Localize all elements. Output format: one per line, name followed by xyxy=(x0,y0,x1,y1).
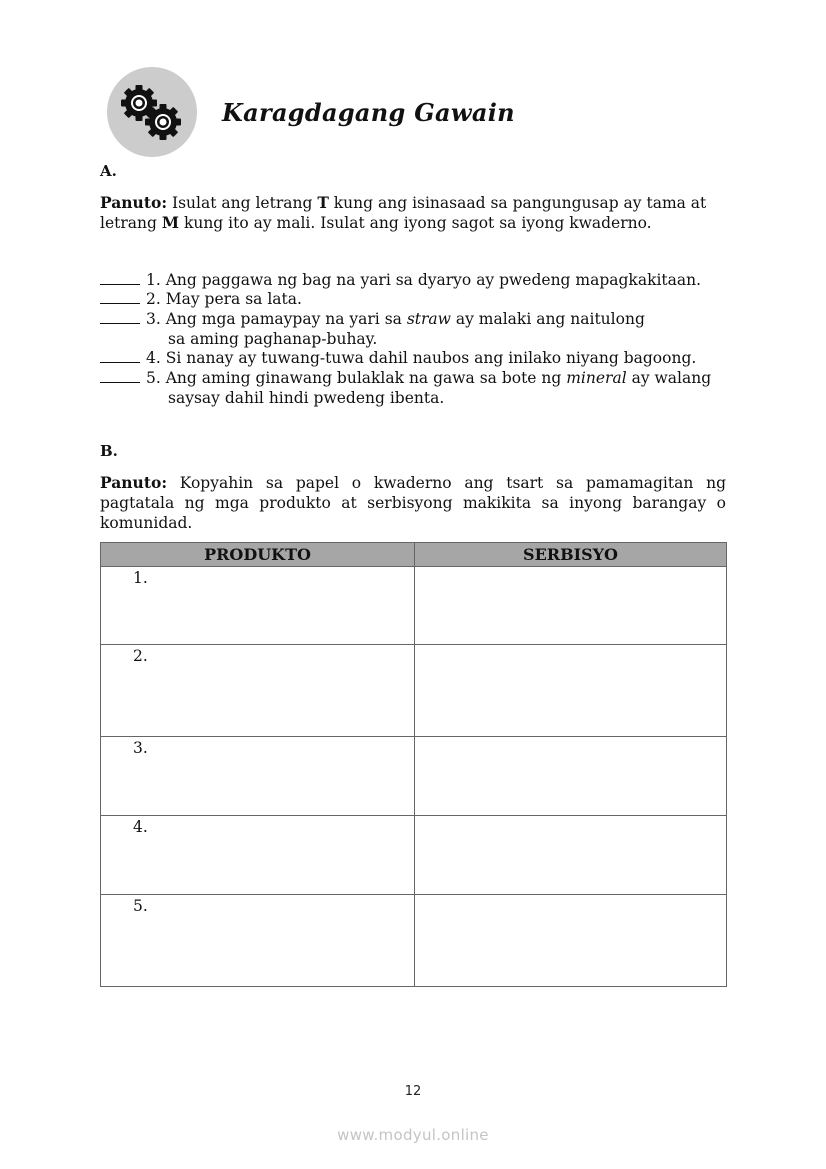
column-header-serbisyo: SERBISYO xyxy=(415,543,727,567)
section-a-instruction: Panuto: Isulat ang letrang T kung ang isinasaad sa pangungusap ay tama at letrang M kung ito ay mali. Isulat ang iyong sagot sa iyong kwaderno. xyxy=(100,193,707,232)
answer-blank[interactable] xyxy=(100,272,140,285)
table-header-row xyxy=(101,543,727,567)
answer-blank[interactable] xyxy=(100,291,140,304)
gears-icon xyxy=(107,67,197,157)
section-b-label: B. xyxy=(100,442,118,460)
serbisyo-cell[interactable] xyxy=(415,737,727,816)
question-item-4: 4. Si nanay ay tuwang-tuwa dahil naubos ang inilako niyang bagoong. xyxy=(100,349,740,369)
produkto-cell[interactable]: 2. xyxy=(101,645,415,737)
watermark: www.modyul.online xyxy=(337,1126,489,1144)
question-item-2: 2. May pera sa lata. xyxy=(100,290,740,310)
table-row xyxy=(101,816,727,895)
table-row xyxy=(101,645,727,737)
page-number: 12 xyxy=(404,1084,422,1099)
question-item-1: 1. Ang paggawa ng bag na yari sa dyaryo ay pwedeng mapagkakitaan. xyxy=(100,271,740,291)
answer-blank[interactable] xyxy=(100,350,140,363)
produkto-cell[interactable]: 1. xyxy=(101,567,415,645)
serbisyo-cell[interactable] xyxy=(415,816,727,895)
gears-icon-badge xyxy=(107,67,197,157)
produkto-cell[interactable]: 5. xyxy=(101,895,415,987)
question-item-3: 3. Ang mga pamaypay na yari sa straw ay malaki ang naitulong sa aming paghanap-buhay. xyxy=(100,310,740,349)
instruction-label: Panuto: xyxy=(100,193,168,212)
instruction-label: Panuto: xyxy=(100,473,168,492)
column-header-produkto: PRODUKTO xyxy=(101,543,415,567)
section-b-instruction: Panuto: Kopyahin sa papel o kwaderno ang tsart sa pamamagitan ng pagtatala ng mga produkto at serbisyong makikita sa inyong barangay o komunidad. xyxy=(100,473,726,532)
answer-blank[interactable] xyxy=(100,311,140,324)
serbisyo-cell[interactable] xyxy=(415,567,727,645)
question-item-5: 5. Ang aming ginawang bulaklak na gawa sa bote ng mineral ay walang saysay dahil hindi pwedeng ibenta. xyxy=(100,369,740,408)
serbisyo-cell[interactable] xyxy=(415,645,727,737)
produkto-serbisyo-table xyxy=(100,542,727,987)
table-row xyxy=(101,895,727,987)
table-row xyxy=(101,567,727,645)
serbisyo-cell[interactable] xyxy=(415,895,727,987)
table-row xyxy=(101,737,727,816)
produkto-cell[interactable]: 4. xyxy=(101,816,415,895)
section-a-label: A. xyxy=(100,162,117,180)
page-title: Karagdagang Gawain xyxy=(222,98,515,127)
answer-blank[interactable] xyxy=(100,370,140,383)
produkto-cell[interactable]: 3. xyxy=(101,737,415,816)
